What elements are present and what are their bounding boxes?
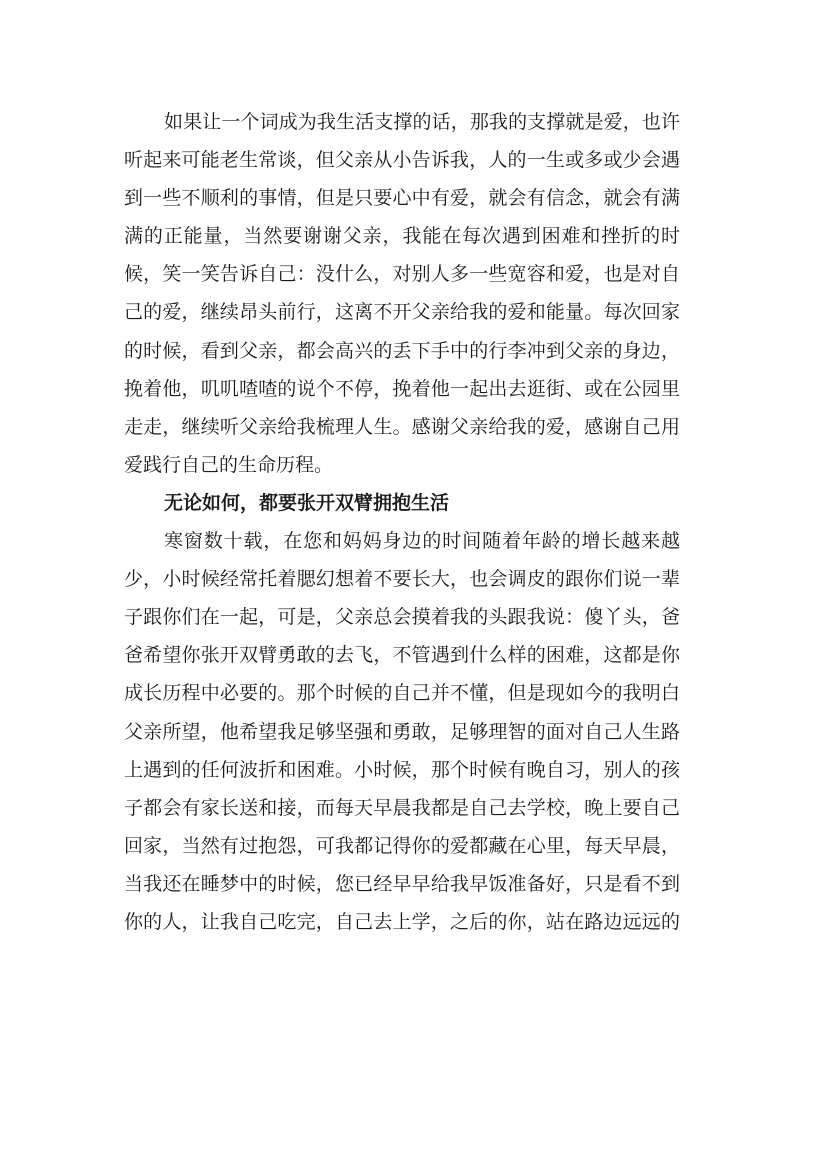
- text-line: 子都会有家长送和接，而每天早晨我都是自己去学校，晚上要自己: [124, 796, 680, 819]
- paragraph-2: [124, 526, 680, 945]
- text-line: 如果让一个词成为我生活支撑的话，那我的支撑就是爱，也许: [164, 111, 680, 133]
- text-line: 的时候，看到父亲，都会高兴的丢下手中的行李冲到父亲的身边，: [124, 339, 680, 362]
- text-line: 挽着他，叽叽喳喳的说个不停，挽着他一起出去逛街、或在公园里: [124, 377, 680, 400]
- text-line: 少，小时候经常托着腮幻想着不要长大，也会调皮的跟你们说一辈: [124, 568, 680, 591]
- text-line: 父亲所望，他希望我足够坚强和勇敢，足够理智的面对自己人生路: [124, 720, 680, 743]
- paragraph-1: [124, 107, 680, 488]
- text-line: 到一些不顺利的事情，但是只要心中有爱，就会有信念，就会有满: [124, 187, 680, 210]
- text-line: 候，笑一笑告诉自己：没什么，对别人多一些宽容和爱，也是对自: [124, 263, 680, 286]
- text-line: 寒窗数十载，在您和妈妈身边的时间随着年龄的增长越来越: [164, 530, 680, 553]
- text-line: 满的正能量，当然要谢谢父亲，我能在每次遇到困难和挫折的时: [124, 225, 680, 248]
- text-line: 你的人，让我自己吃完，自己去上学，之后的你，站在路边远远的: [124, 910, 680, 933]
- document-body: [124, 107, 680, 945]
- text-line: 爸希望你张开双臂勇敢的去飞，不管遇到什么样的困难，这都是你: [124, 644, 680, 667]
- text-line: 听起来可能老生常谈，但父亲从小告诉我，人的一生或多或少会遇: [124, 149, 680, 172]
- text-line: 当我还在睡梦中的时候，您已经早早给我早饭准备好，只是看不到: [124, 872, 680, 895]
- text-line: 己的爱，继续昂头前行，这离不开父亲给我的爱和能量。每次回家: [124, 301, 680, 324]
- text-line: 子跟你们在一起，可是，父亲总会摸着我的头跟我说：傻丫头，爸: [124, 606, 680, 629]
- text-line: 成长历程中必要的。那个时候的自己并不懂，但是现如今的我明白: [124, 682, 680, 705]
- section-heading: 无论如何，都要张开双臂拥抱生活: [164, 491, 450, 514]
- text-line: 走走，继续听父亲给我梳理人生。感谢父亲给我的爱，感谢自己用: [124, 415, 680, 438]
- text-line: 上遇到的任何波折和困难。小时候，那个时候有晚自习，别人的孩: [124, 758, 680, 781]
- text-line: 爱践行自己的生命历程。: [124, 453, 334, 476]
- text-line: 回家，当然有过抱怨，可我都记得你的爱都藏在心里，每天早晨，: [124, 834, 680, 857]
